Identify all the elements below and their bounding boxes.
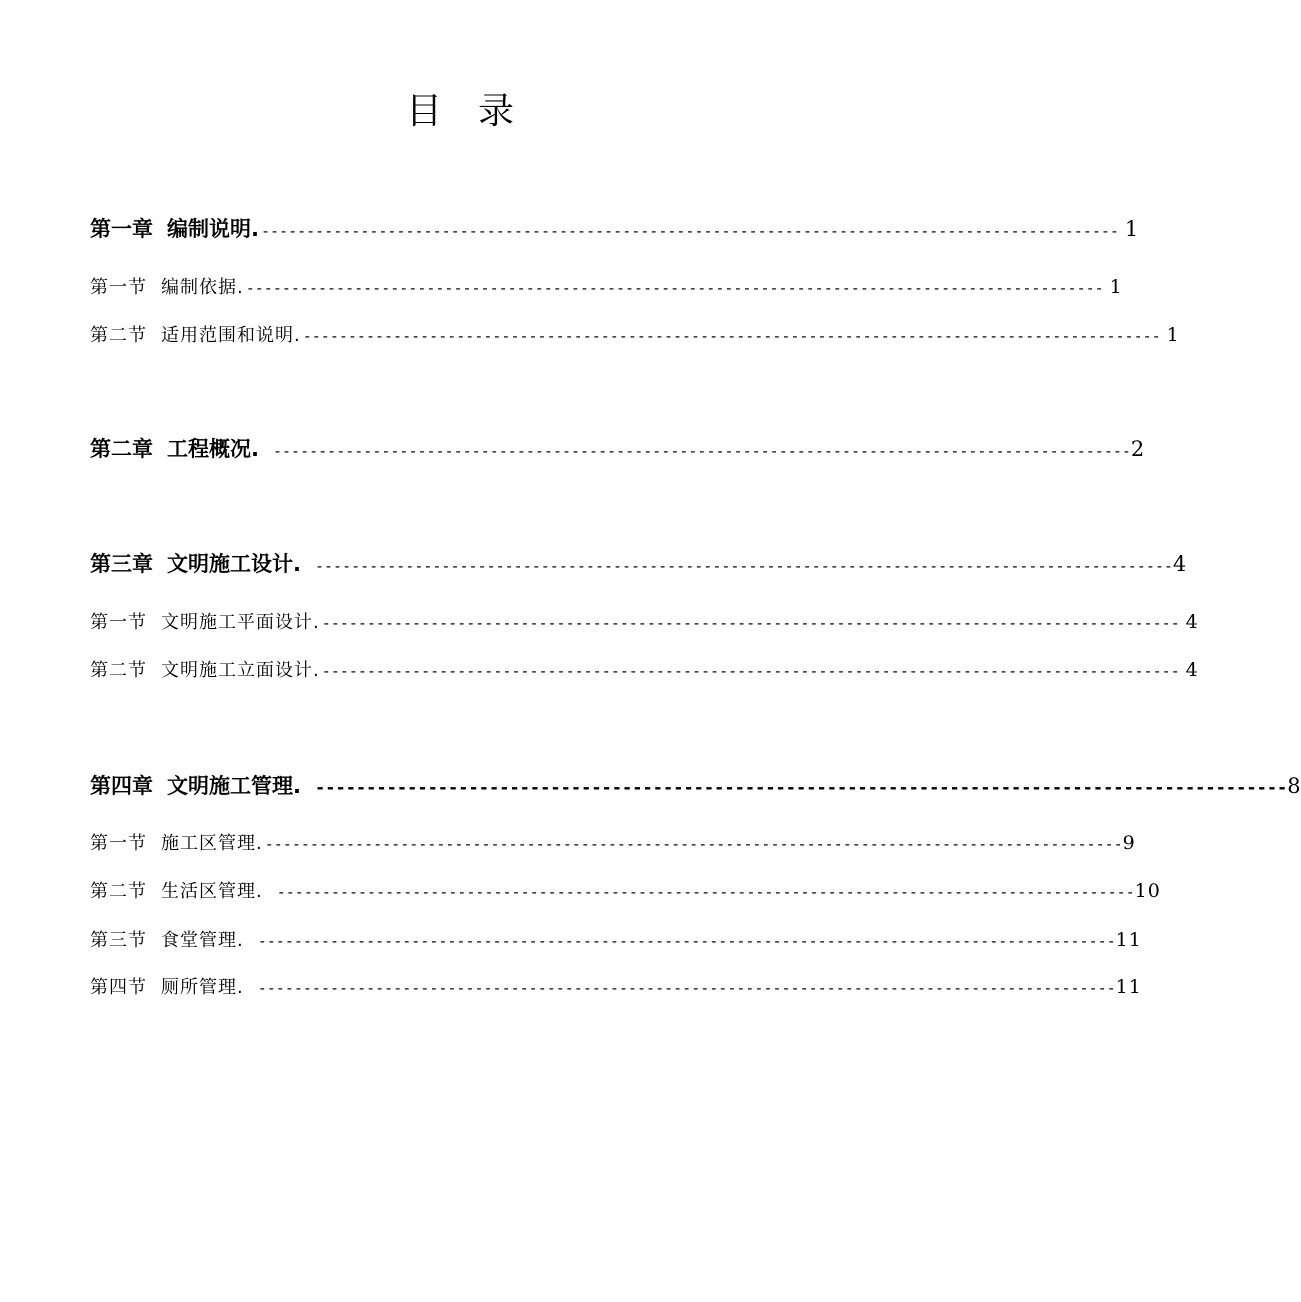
toc-chapter-2[interactable] (90, 433, 1145, 463)
toc-label: 第一章 (90, 217, 153, 241)
toc-section-3-1[interactable] (90, 608, 1199, 634)
toc-label: 第二节 (90, 660, 147, 681)
toc-text: 文明施工管理. (167, 774, 301, 798)
toc-leader: ----------------------------------------------------------------------------------------------- (276, 883, 1135, 901)
toc-section-4-2[interactable] (90, 877, 1161, 903)
toc-label: 第四节 (90, 977, 147, 998)
toc-page-number: 1 (1166, 324, 1180, 346)
toc-page-number: 2 (1130, 437, 1145, 461)
toc-page-number: 1 (1109, 276, 1123, 298)
toc-text: 工程概况. (167, 437, 259, 461)
toc-page-number: 1 (1124, 217, 1139, 241)
toc-leader: ----------------------------------------------------------------------------------------------- (245, 279, 1104, 297)
toc-page-number: 11 (1115, 929, 1142, 951)
toc-section-3-2[interactable] (90, 656, 1199, 682)
toc-page-number: 4 (1185, 611, 1199, 633)
page-title: 目 录 (405, 91, 514, 132)
toc-chapter-1[interactable] (90, 213, 1139, 243)
toc-text: 文明施工立面设计. (161, 660, 320, 681)
toc-page-number: 8 (1287, 774, 1301, 798)
toc-label: 第三章 (90, 552, 153, 576)
toc-page-number: 10 (1134, 880, 1161, 902)
toc-section-1-1[interactable] (90, 273, 1123, 299)
toc-page-number: 11 (1115, 976, 1142, 998)
toc-chapter-4[interactable] (90, 770, 1301, 800)
toc-section-4-4[interactable] (90, 973, 1142, 999)
toc-text: 生活区管理. (161, 881, 263, 902)
toc-section-4-1[interactable] (90, 829, 1136, 855)
toc-label: 第四章 (90, 774, 153, 798)
toc-text: 施工区管理. (161, 833, 263, 854)
toc-page-number: 4 (1172, 552, 1187, 576)
toc-text: 食堂管理. (161, 930, 244, 951)
toc-leader: ----------------------------------------------------------------------------------------------- (257, 932, 1116, 950)
toc-label: 第二节 (90, 325, 147, 346)
toc-label: 第一节 (90, 612, 147, 633)
toc-leader: ----------------------------------------------------------------------------------------------- (321, 662, 1180, 680)
toc-leader: ----------------------------------------------------------------------------------------------- (314, 557, 1173, 575)
toc-chapter-3[interactable] (90, 548, 1187, 578)
toc-leader: ----------------------------------------------------------------------------------------------- (314, 778, 1288, 798)
toc-section-1-2[interactable] (90, 321, 1180, 347)
toc-text: 文明施工设计. (167, 552, 301, 576)
toc-text: 厕所管理. (161, 977, 244, 998)
toc-page-number: 4 (1185, 659, 1199, 681)
toc-leader: ----------------------------------------------------------------------------------------------- (260, 222, 1119, 240)
toc-section-4-3[interactable] (90, 926, 1142, 952)
toc-label: 第二节 (90, 881, 147, 902)
toc-text: 文明施工平面设计. (161, 612, 320, 633)
toc-label: 第一节 (90, 277, 147, 298)
toc-leader: ----------------------------------------------------------------------------------------------- (302, 327, 1161, 345)
toc-label: 第一节 (90, 833, 147, 854)
toc-leader: ----------------------------------------------------------------------------------------------- (272, 442, 1131, 460)
toc-text: 编制说明. (167, 217, 259, 241)
toc-text: 适用范围和说明. (161, 325, 301, 346)
toc-text: 编制依据. (161, 277, 244, 298)
toc-leader: ----------------------------------------------------------------------------------------------- (264, 835, 1123, 853)
toc-label: 第三节 (90, 930, 147, 951)
toc-leader: ----------------------------------------------------------------------------------------------- (321, 614, 1180, 632)
toc-page-number: 9 (1122, 832, 1136, 854)
toc-leader: ----------------------------------------------------------------------------------------------- (257, 979, 1116, 997)
toc-label: 第二章 (90, 437, 153, 461)
